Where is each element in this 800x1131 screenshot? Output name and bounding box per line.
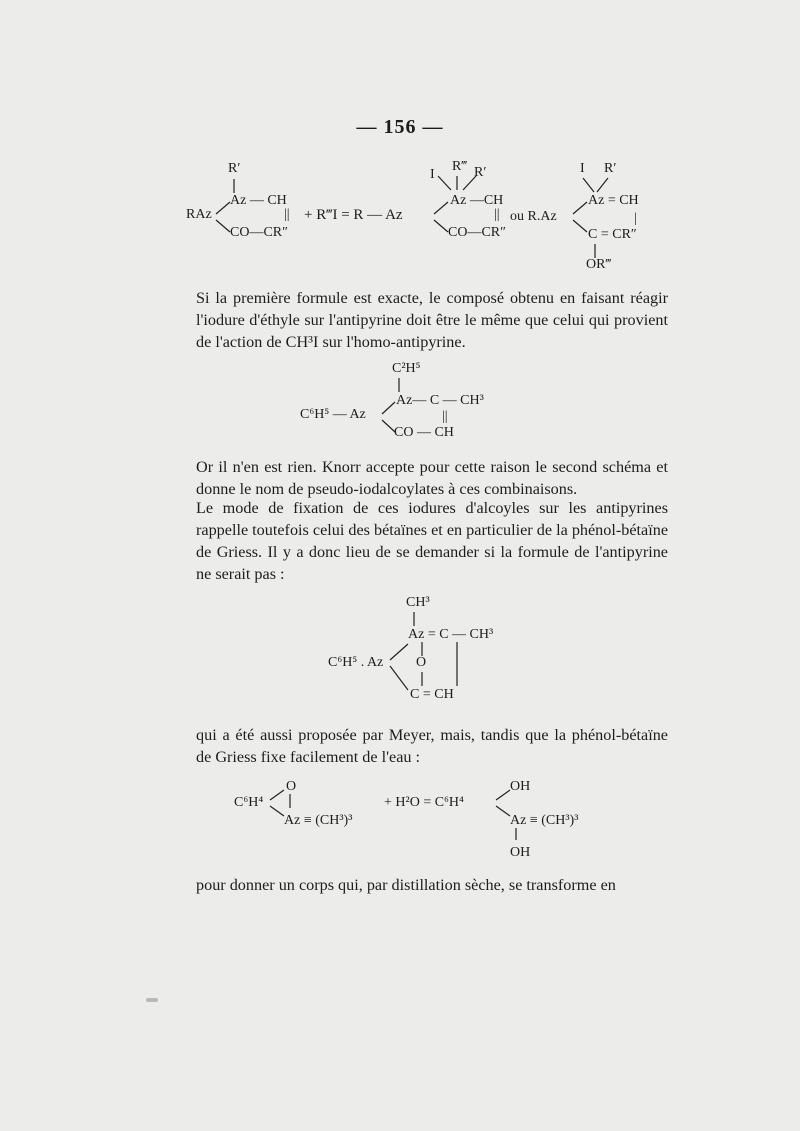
- f3-ch3: CH³: [406, 595, 430, 610]
- f4-right-oh-bottom: OH: [510, 845, 531, 860]
- paragraph-4: qui a été aussi proposée par Meyer, mais, tandis que la phénol-bétaïne de Griess fixe facilement de l'eau :: [196, 726, 668, 766]
- f1-mid-rrr: R‴: [452, 159, 468, 174]
- paragraph-1: Si la première formule est exacte, le composé obtenu en faisant réagir l'iodure d'éthyle sur l'antipyrine doit être le même que celui qui provient de l'action de CH³I sur l'homo-antipyrine.: [196, 289, 668, 351]
- f3-c-ch: C = CH: [410, 687, 454, 702]
- paper-speck: [146, 998, 158, 1002]
- formula-3: [328, 594, 548, 706]
- paragraph-5: pour donner un corps qui, par distillation sèche, se transforme en: [196, 876, 616, 894]
- f1-right-bar: |: [634, 211, 637, 226]
- f1-mid-i: I: [430, 167, 435, 182]
- f3-o: O: [416, 655, 427, 670]
- f2-co-ch: CO — CH: [394, 425, 454, 440]
- f1-left-raz: RAz: [186, 207, 212, 222]
- f1-right-or: OR‴: [586, 257, 612, 272]
- f1-right-c-cr: C = CR″: [588, 227, 637, 242]
- f4-left-c6h4: C⁶H⁴: [234, 795, 264, 810]
- f4-left-o: O: [286, 779, 297, 794]
- formula-2: [300, 362, 520, 442]
- f1-mid-co-cr: CO—CR″: [448, 225, 506, 240]
- f1-right-r: R′: [604, 161, 617, 176]
- f4-plus: + H²O = C⁶H⁴: [384, 795, 464, 810]
- f1-mid-az-ch: Az —CH: [450, 193, 504, 208]
- paragraph-3: Le mode de fixation de ces iodures d'alcoyles sur les antipyrines rappelle toutefois celui des bétaïnes et en particulier de la phénol-bétaïne de Griess. Il y a donc lieu de se demander si la formule de l'antipyrine ne serait pas :: [196, 499, 668, 583]
- f4-right-az: Az ≡ (CH³)³: [510, 813, 579, 828]
- f2-az-c-ch3: Az— C — CH³: [396, 393, 484, 408]
- f4-right-oh-top: OH: [510, 779, 531, 794]
- f4-left-az: Az ≡ (CH³)³: [284, 813, 353, 828]
- f3-c6h5-az: C⁶H⁵ . Az: [328, 655, 384, 670]
- formula-4: [234, 778, 614, 862]
- f1-left-co-cr: CO—CR″: [230, 225, 288, 240]
- f1-right-i: I: [580, 161, 585, 176]
- f1-left-r: R′: [228, 161, 241, 176]
- f1-plus-middle: + R‴I = R — Az: [304, 207, 403, 223]
- paragraph-2: Or il n'en est rien. Knorr accepte pour cette raison le second schéma et donne le nom de pseudo-iodalcoylates à ces combinaisons.: [196, 458, 668, 498]
- f1-ou: ou R.Az: [510, 209, 557, 224]
- f1-mid-dbl: ||: [494, 207, 500, 222]
- f1-left-az-ch: Az — CH: [230, 193, 287, 208]
- f3-az-c-ch3: Az = C — CH³: [408, 627, 494, 642]
- f2-c6h5-az: C⁶H⁵ — Az: [300, 407, 366, 422]
- formula-1: [186, 160, 676, 275]
- f2-dbl: ||: [442, 409, 448, 424]
- f1-right-az-ch: Az = CH: [588, 193, 639, 208]
- f1-mid-r: R′: [474, 165, 487, 180]
- page-number: — 156 —: [356, 116, 444, 138]
- f1-left-dbl: ||: [284, 207, 290, 222]
- f2-c2h5: C²H⁵: [392, 361, 421, 376]
